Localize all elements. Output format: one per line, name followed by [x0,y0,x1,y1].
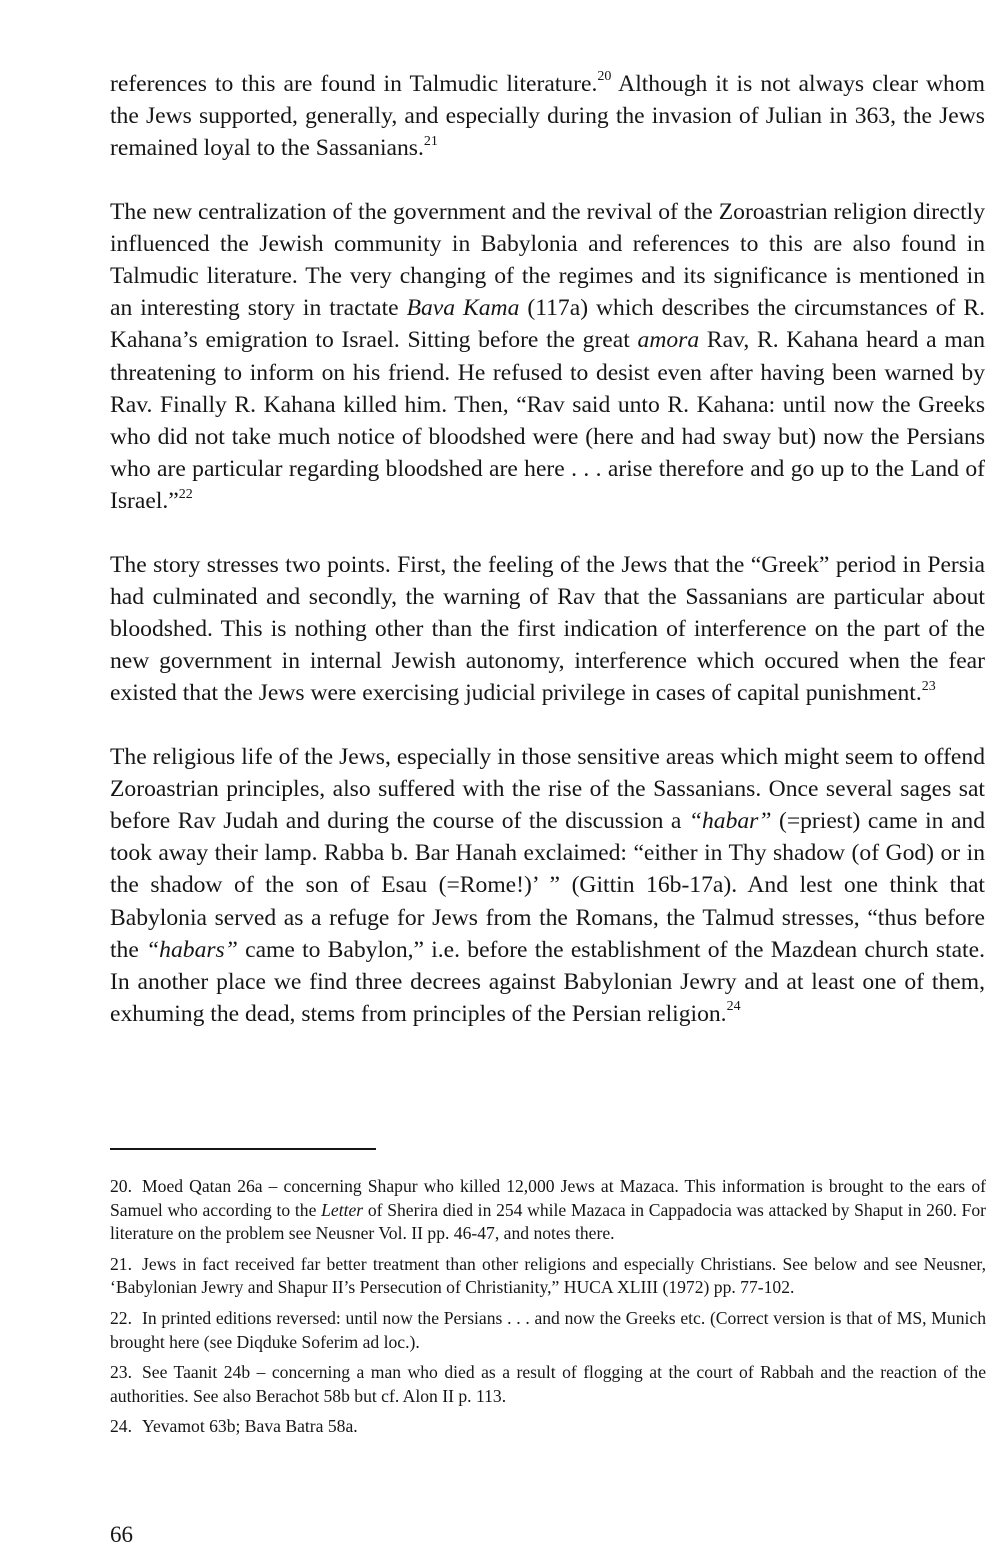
footnote-number: 24. [110,1416,132,1437]
text-run: of Sherira died in 254 while Mazaca in Cappadocia was attacked by Shaput in 260. For literature on the problem see Neusner Vol. II pp. 46-47, and notes there. [110,1199,986,1244]
footnote-number: 22. [110,1307,132,1328]
page-number: 66 [110,1522,133,1547]
text-run: The religious life of the Jews, especially in those sensitive areas which might seem to offend Zoroastrian principles, also suffered with the rise of the Sassanians. Once several sages sat before Rav Judah and during the course of the discussion a [110,743,985,835]
footnote-ref: 20 [597,69,612,85]
footnote [110,1175,986,1246]
italic-term: Bava Kama [406,295,520,322]
footnote-ref: 22 [178,486,193,502]
paragraph [110,741,985,1031]
italic-term: Letter [321,1199,364,1220]
text-run: The new centralization of the government and the revival of the Zoroastrian religion directly influenced the Jewish community in Babylonia and references to this are also found in Talmudic literature. The very changing of the regimes and its significance is mentioned in an interesting story in tractate [110,198,985,322]
footnotes [110,1175,986,1446]
text-run: The story stresses two points. First, the feeling of the Jews that the “Greek” period in Persia had culminated and secondly, the warning of Rav that the Sassanians are particular about bloodshed. This is nothing other than the first indication of interference on the part of the new government in internal Jewish autonomy, interference which occured when the fear existed that the Jews were exercising judicial privilege in cases of capital punishment. [110,551,985,707]
footnote-divider [110,1148,376,1150]
text-run: See Taanit 24b – concerning a man who died as a result of flogging at the court of Rabbah and the reaction of the authorities. See also Berachot 58b but cf. Alon II p. 113. [110,1362,986,1406]
footnote-ref: 23 [921,678,936,694]
text-run: (117a) which describes the circumstances of R. Kahana’s emigration to Israel. Sitting before the great [110,295,985,354]
footnote-number: 21. [110,1253,132,1274]
footnote-ref: 21 [423,133,438,149]
main-text [110,68,985,1030]
footnote-ref: 24 [726,999,741,1015]
text-run: Jews in fact received far better treatment than other religions and especially Christians. See below and see Neusner, ‘Babylonian Jewry and Shapur II’s Persecution of Christianity,” HUCA XLIII (1972) pp. 77-102. [110,1253,986,1298]
paragraph [110,196,985,518]
text-run: Yevamot 63b; Bava Batra 58a. [142,1416,358,1437]
paragraph [110,549,985,710]
footnote-number: 23. [110,1362,132,1383]
paragraph [110,68,985,165]
italic-term: amora [637,327,700,354]
italic-term: “habar” [688,808,772,835]
text-run: In printed editions reversed: until now the Persians . . . and now the Greeks etc. (Correct version is that of MS, Munich brought here (see Diqduke Soferim ad loc.). [110,1307,986,1352]
italic-term: “habars” [146,936,238,963]
footnote [110,1253,986,1300]
footnote [110,1415,986,1439]
text-run: Moed Qatan 26a – concerning Shapur who killed 12,000 Jews at Mazaca. This information is brought to the ears of Samuel who according to the [110,1176,986,1220]
text-run: came to Babylon,” i.e. before the establishment of the Mazdean church state. In another place we find three decrees against Babylonian Jewry and at least one of them, exhuming the dead, stems from principles of the Persian religion. [110,936,985,1028]
text-run: references to this are found in Talmudic literature. [110,71,598,97]
text-run: Although it is not always clear whom the Jews supported, generally, and especially during the invasion of Julian in 363, the Jews remained loyal to the Sassanians. [110,71,985,162]
text-run: (=priest) came in and took away their lamp. Rabba b. Bar Hanah exclaimed: “either in Thy shadow (of God) or in the shadow of the son of Esau (=Rome!)’ ” (Gittin 16b-17a). And lest one think that Babylonia served as a refuge for Jews from the Romans, the Talmud stresses, “thus before the [110,808,986,963]
text-run: Rav, R. Kahana heard a man threatening to inform on his friend. He refused to desist even after having been warned by Rav. Finally R. Kahana killed him. Then, “Rav said unto R. Kahana: until now the Greeks who did not take much notice of bloodshed were (here and had sway but) now the Persians who are particular regarding bloodshed are here . . . arise therefore and go up to the Land of Israel.” [110,327,985,515]
footnote [110,1307,986,1354]
footnote-number: 20. [110,1176,132,1196]
footnote [110,1361,986,1408]
